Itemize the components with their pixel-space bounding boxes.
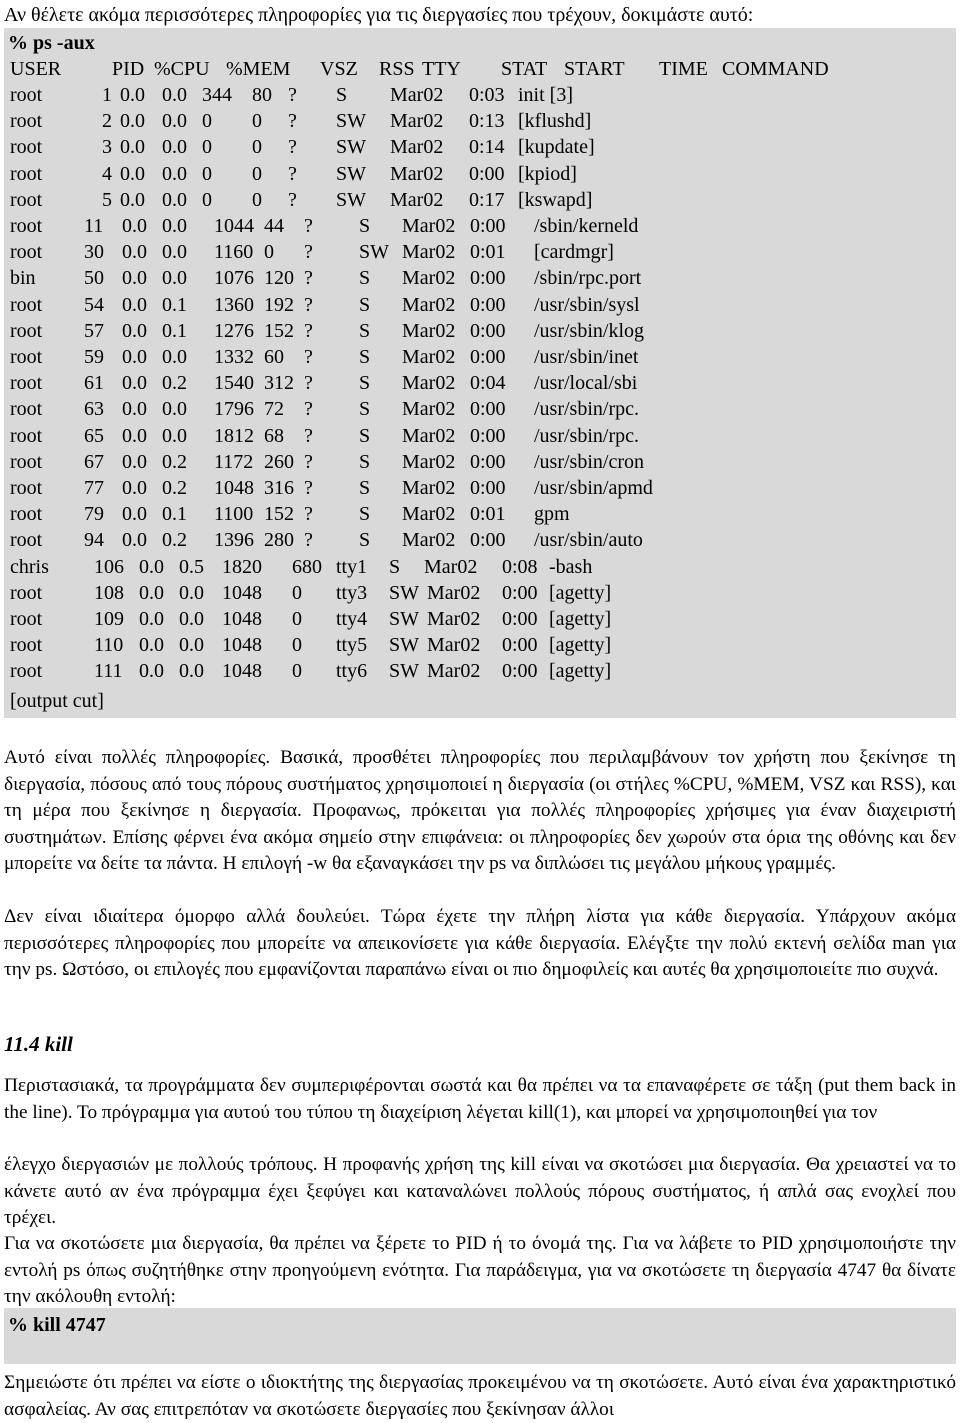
cell-time: 0:00 (470, 319, 506, 342)
cell-user: root (10, 215, 43, 237)
cell-stat: SW (336, 162, 366, 185)
cell-user: bin (10, 267, 36, 290)
cell-command: /usr/sbin/sysl (534, 293, 640, 316)
cell-mem: 0.0 (162, 162, 187, 185)
cell-start: Mar02 (402, 503, 456, 526)
cell-time: 0:00 (470, 477, 506, 499)
cell-pid: 4 (102, 162, 112, 185)
cell-mem: 0.0 (179, 634, 204, 657)
cell-user: root (10, 372, 43, 395)
cell-tty: ? (304, 503, 313, 526)
cell-start: Mar02 (424, 555, 478, 578)
cell-tty: ? (304, 450, 313, 473)
cell-time: 0:00 (470, 346, 506, 368)
cell-vsz: 0 (202, 136, 212, 159)
cell-time: 0:01 (470, 241, 506, 264)
cell-mem: 0.1 (162, 293, 187, 316)
cell-start: Mar02 (390, 136, 444, 159)
cell-command: /usr/sbin/rpc. (534, 398, 639, 421)
cell-start: Mar02 (402, 346, 456, 368)
cell-time: 0:00 (502, 660, 538, 683)
cell-mem: 0.0 (179, 581, 204, 604)
cell-rss: 72 (264, 398, 284, 421)
cell-mem: 0.0 (162, 267, 187, 290)
cell-rss: 60 (264, 346, 284, 368)
cell-user: root (10, 84, 43, 106)
cell-user: root (10, 188, 43, 211)
cell-pid: 11 (84, 215, 104, 237)
cell-pid: 77 (84, 477, 104, 499)
cell-start: Mar02 (402, 319, 456, 342)
cell-cpu: 0.0 (122, 529, 147, 552)
cell-tty: ? (288, 136, 297, 159)
cell-tty: ? (288, 188, 297, 211)
cell-start: Mar02 (402, 398, 456, 421)
cell-start: Mar02 (402, 215, 456, 237)
cell-stat: S (359, 450, 371, 473)
cell-command: /usr/local/sbi (534, 372, 638, 395)
cell-vsz: 1160 (214, 241, 254, 264)
cell-vsz: 344 (202, 84, 232, 106)
cell-rss: 0 (252, 162, 262, 185)
cell-vsz: 1796 (214, 398, 254, 421)
header-user: USER (10, 58, 62, 80)
cell-mem: 0.0 (179, 608, 204, 630)
cell-cpu: 0.0 (122, 346, 147, 368)
cell-time: 0:03 (469, 84, 505, 106)
cell-mem: 0.0 (162, 241, 187, 264)
header-vsz: VSZ (320, 58, 358, 80)
cell-command: /sbin/kerneld (534, 215, 639, 237)
cell-vsz: 1048 (222, 660, 262, 683)
cell-user: root (10, 608, 43, 630)
cell-time: 0:01 (470, 503, 506, 526)
cell-mem: 0.2 (162, 450, 187, 473)
output-cut-note: [output cut] (10, 690, 104, 712)
cell-start: Mar02 (427, 581, 481, 604)
cell-cpu: 0.0 (122, 503, 147, 526)
cell-user: root (10, 398, 43, 421)
cell-start: Mar02 (402, 424, 456, 447)
cell-tty: ? (304, 241, 313, 264)
cell-pid: 94 (84, 529, 104, 552)
cell-user: root (10, 293, 43, 316)
cell-command: /usr/sbin/klog (534, 319, 645, 342)
cell-pid: 5 (102, 188, 112, 211)
cell-pid: 106 (94, 555, 124, 578)
cell-cpu: 0.0 (122, 293, 147, 316)
cell-tty: tty5 (336, 634, 368, 657)
cell-stat: SW (389, 581, 419, 604)
cell-time: 0:04 (470, 372, 506, 395)
cell-start: Mar02 (402, 293, 456, 316)
cell-mem: 0.0 (179, 660, 204, 683)
cell-mem: 0.0 (162, 84, 187, 106)
cell-time: 0:00 (502, 608, 538, 630)
cell-mem: 0.2 (162, 529, 187, 552)
cell-rss: 0 (264, 241, 274, 264)
cell-stat: SW (389, 608, 419, 630)
cell-cpu: 0.0 (139, 555, 164, 578)
cell-cpu: 0.0 (122, 215, 147, 237)
cell-vsz: 0 (202, 188, 212, 211)
console-output-box (4, 28, 956, 718)
cell-tty: ? (288, 110, 297, 133)
cell-mem: 0.0 (162, 110, 187, 133)
cell-pid: 61 (84, 372, 104, 395)
paragraph-ps-info: Αυτό είναι πολλές πληροφορίες. Βασικά, προσθέτει πληροφορίες που περιλαμβάνουν τον χρήστη που ξεκίνησε τη διεργασία, πόσους από τους πόρους συστήματος χρησιμοποιεί η διεργασία (οι στήλες %CPU, %MEM, VSZ και RSS), και τη μέρα που ξεκίνησε η διεργασία. Προφανως, πρόκειται για πολλές πληροφορίες χρήσιμες για έναν διαχειριστή συστημάτων. Επίσης φέρνει ένα ακόμα σημείο στην επιφάνεια: οι πληροφορίες δεν χωρούν στα όρια της οθόνης και δεν μπορείτε να δείτε τα πάντα. Η επιλογή -w θα εξαναγκάσει την ps να διπλώσει τις μεγάλου μήκους γραμμές. (4, 747, 956, 874)
cell-stat: S (359, 424, 371, 447)
cell-stat: SW (359, 241, 389, 264)
cell-rss: 312 (264, 372, 294, 395)
cell-tty: ? (288, 84, 297, 106)
cell-stat: SW (336, 188, 366, 211)
cell-vsz: 1276 (214, 319, 254, 342)
cell-vsz: 1172 (214, 450, 254, 473)
cell-tty: ? (304, 372, 313, 395)
cell-time: 0:00 (502, 581, 538, 604)
cell-user: root (10, 660, 43, 683)
cell-vsz: 1360 (214, 293, 254, 316)
cell-stat: S (359, 293, 371, 316)
cell-tty: ? (304, 267, 313, 290)
cell-pid: 63 (84, 398, 104, 421)
cell-command: /usr/sbin/auto (534, 529, 643, 552)
cell-start: Mar02 (402, 477, 456, 499)
cell-vsz: 1048 (222, 634, 262, 657)
cell-user: root (10, 319, 43, 342)
cell-mem: 0.1 (162, 319, 187, 342)
cell-stat: SW (389, 660, 419, 683)
cell-tty: tty3 (336, 581, 368, 604)
cell-rss: 0 (252, 188, 262, 211)
cell-tty: ? (304, 477, 313, 499)
cell-command: [agetty] (549, 634, 612, 657)
cell-rss: 0 (292, 581, 302, 604)
cell-start: Mar02 (402, 372, 456, 395)
cell-command: init [3] (518, 84, 573, 106)
cell-pid: 109 (94, 608, 124, 630)
cell-cpu: 0.0 (139, 660, 164, 683)
cell-vsz: 1048 (222, 608, 262, 630)
cell-user: root (10, 241, 43, 264)
section-heading: 11.4 kill (4, 1032, 73, 1056)
cell-time: 0:00 (469, 162, 505, 185)
cell-pid: 57 (84, 319, 104, 342)
header-mem: %MEM (226, 58, 291, 80)
cell-user: root (10, 634, 43, 657)
cell-cpu: 0.0 (122, 372, 147, 395)
cell-mem: 0.0 (162, 398, 187, 421)
cell-start: Mar02 (390, 84, 444, 106)
cell-tty: ? (288, 162, 297, 185)
cell-cpu: 0.0 (122, 319, 147, 342)
cell-stat: S (359, 503, 371, 526)
cell-tty: ? (304, 529, 313, 552)
cell-pid: 67 (84, 450, 104, 473)
cell-rss: 0 (292, 634, 302, 657)
cell-command: -bash (549, 555, 593, 578)
cell-tty: tty6 (336, 660, 368, 683)
cell-vsz: 1812 (214, 424, 254, 447)
cell-tty: ? (304, 398, 313, 421)
cell-command: [agetty] (549, 660, 612, 683)
cell-user: root (10, 346, 43, 368)
cell-cpu: 0.0 (120, 162, 145, 185)
cell-vsz: 0 (202, 110, 212, 133)
cell-mem: 0.2 (162, 372, 187, 395)
cell-rss: 80 (252, 84, 272, 106)
cell-user: root (10, 450, 43, 473)
cell-user: root (10, 110, 43, 133)
cell-pid: 59 (84, 346, 104, 368)
cell-mem: 0.2 (162, 477, 187, 499)
cell-user: root (10, 477, 43, 499)
cell-rss: 280 (264, 529, 294, 552)
cell-command: [kswapd] (518, 188, 593, 211)
cell-rss: 0 (292, 660, 302, 683)
cell-stat: SW (336, 110, 366, 133)
cell-cpu: 0.0 (139, 608, 164, 630)
header-time: TIME (659, 58, 708, 80)
paragraph-ownership: Σημειώστε ότι πρέπει να είστε ο ιδιοκτήτης της διεργασίας προκειμένου να τη σκοτώσετε. Αυτό είναι ένα χαρακτηριστικό ασφαλείας. Αν σας επιτρεπόταν να σκοτώσετε διεργασίες που ξεκίνησαν άλλοι (4, 1372, 956, 1420)
cell-stat: SW (336, 136, 366, 159)
paragraph-ps-summary: Δεν είναι ιδιαίτερα όμορφο αλλά δουλεύει. Τώρα έχετε την πλήρη λίστα για κάθε διεργασία. Υπάρχουν ακόμα περισσότερες πληροφορίες που μπορείτε να απεικονίσετε για κάθε διεργασία. Ελέγξτε την πολύ εκτενή σελίδα man για την ps. Ωστόσο, οι επιλογές που εμφανίζονται παραπάνω είναι οι πιο δημοφιλείς και αυτές θα χρησιμοποιείτε πιο συχνά. (4, 906, 956, 980)
header-stat: STAT (501, 58, 548, 80)
cell-time: 0:00 (502, 634, 538, 657)
cell-pid: 111 (94, 660, 123, 683)
cell-rss: 152 (264, 319, 294, 342)
cell-time: 0:00 (470, 398, 506, 421)
cell-rss: 680 (292, 555, 322, 578)
cell-start: Mar02 (427, 608, 481, 630)
cell-pid: 110 (94, 634, 124, 657)
cell-cpu: 0.0 (122, 241, 147, 264)
cell-command: /usr/sbin/apmd (534, 477, 653, 499)
cell-command: [cardmgr] (534, 241, 614, 264)
cell-time: 0:00 (470, 424, 506, 447)
cell-time: 0:00 (470, 267, 506, 290)
paragraph-kill-intro: Περιστασιακά, τα προγράμματα δεν συμπεριφέρονται σωστά και θα πρέπει να τα επαναφέρετε σε τάξη (put them back in the line). Το πρόγραμμα για αυτού του τύπου τη διαχείριση λέγεται kill(1), και μπορεί να χρησιμοποιηθεί για τον (4, 1075, 956, 1123)
cell-command: /usr/sbin/rpc. (534, 424, 639, 447)
cell-time: 0:00 (470, 293, 506, 316)
cell-cpu: 0.0 (122, 450, 147, 473)
cell-user: root (10, 162, 43, 185)
cell-start: Mar02 (427, 634, 481, 657)
cell-time: 0:00 (470, 215, 506, 237)
cell-tty: ? (304, 319, 313, 342)
cell-command: /sbin/rpc.port (534, 267, 642, 290)
cell-cpu: 0.0 (122, 424, 147, 447)
cell-rss: 120 (264, 267, 294, 290)
cell-start: Mar02 (390, 188, 444, 211)
cell-tty: ? (304, 346, 313, 368)
cell-cpu: 0.0 (120, 84, 145, 106)
header-command: COMMAND (722, 58, 829, 80)
cell-tty: ? (304, 215, 313, 237)
cell-pid: 2 (102, 110, 112, 133)
header-start: START (564, 58, 625, 80)
cell-pid: 1 (102, 84, 112, 106)
cell-mem: 0.0 (162, 424, 187, 447)
cell-cpu: 0.0 (122, 477, 147, 499)
cell-user: root (10, 424, 43, 447)
cell-rss: 260 (264, 450, 294, 473)
cell-time: 0:17 (469, 188, 505, 211)
cell-user: chris (10, 555, 49, 578)
cell-vsz: 0 (202, 162, 212, 185)
cell-vsz: 1076 (214, 267, 254, 290)
cell-stat: S (359, 319, 371, 342)
cell-stat: S (359, 477, 371, 499)
cell-rss: 68 (264, 424, 284, 447)
cell-start: Mar02 (402, 267, 456, 290)
cell-vsz: 1332 (214, 346, 254, 368)
cell-stat: SW (389, 634, 419, 657)
cell-cpu: 0.0 (120, 188, 145, 211)
cell-pid: 30 (84, 241, 104, 264)
cell-command: gpm (534, 503, 570, 526)
intro-text: Αν θέλετε ακόμα περισσότερες πληροφορίες για τις διεργασίες που τρέχουν, δοκιμάστε αυτό: (4, 4, 754, 26)
cell-start: Mar02 (402, 450, 456, 473)
cell-vsz: 1044 (214, 215, 254, 237)
cell-tty: ? (304, 293, 313, 316)
cell-stat: S (359, 215, 371, 237)
cell-vsz: 1540 (214, 372, 254, 395)
cell-mem: 0.0 (162, 136, 187, 159)
cell-time: 0:14 (469, 136, 505, 159)
cell-stat: S (359, 267, 371, 290)
cell-user: root (10, 529, 43, 552)
cell-start: Mar02 (390, 162, 444, 185)
cell-time: 0:08 (502, 555, 538, 578)
cell-pid: 65 (84, 424, 104, 447)
cell-user: root (10, 503, 43, 526)
cell-pid: 3 (102, 136, 112, 159)
cell-cpu: 0.0 (122, 398, 147, 421)
cell-rss: 44 (264, 215, 284, 237)
cell-mem: 0.0 (162, 346, 187, 368)
cell-pid: 50 (84, 267, 104, 290)
paragraph-kill-pid: Για να σκοτώσετε μια διεργασία, θα πρέπει να ξέρετε το PID ή το όνομά της. Για να λάβετε το PID χρησιμοποιήστε την εντολή ps όπως συζητήθηκε στην προηγούμενη ενότητα. Για παράδειγμα, για να σκοτώσετε τη διεργασία 4747 θα δίνατε την ακόλουθη εντολή: (4, 1233, 956, 1307)
cell-tty: tty1 (336, 555, 368, 578)
cell-time: 0:13 (469, 110, 505, 133)
header-pid: PID (112, 58, 145, 80)
cell-rss: 0 (252, 136, 262, 159)
cell-tty: ? (304, 424, 313, 447)
cell-stat: S (359, 398, 371, 421)
cell-command: [kpiod] (518, 162, 577, 185)
cell-user: root (10, 136, 43, 159)
cell-start: Mar02 (427, 660, 481, 683)
cell-vsz: 1396 (214, 529, 254, 552)
ps-command: % ps -aux (8, 32, 95, 54)
cell-cpu: 0.0 (120, 110, 145, 133)
cell-mem: 0.0 (162, 188, 187, 211)
cell-vsz: 1820 (222, 555, 262, 578)
cell-time: 0:00 (470, 450, 506, 473)
cell-start: Mar02 (402, 529, 456, 552)
cell-stat: S (336, 84, 348, 106)
cell-rss: 192 (264, 293, 294, 316)
cell-rss: 316 (264, 477, 294, 499)
paragraph-kill-usage: έλεγχο διεργασιών με πολλούς τρόπους. Η προφανής χρήση της kill είναι να σκοτώσει μια διεργασία. Θα χρειαστεί να το κάνετε αυτό αν ένα πρόγραμμα έχει ξεφύγει και καταναλώνει πολλούς πόρους συστήματος, ή απλά σας ενοχλεί που τρέχει. (4, 1154, 956, 1228)
cell-stat: S (389, 555, 401, 578)
cell-command: /usr/sbin/inet (534, 346, 639, 368)
header-rss: RSS (379, 58, 415, 80)
header-tty: TTY (422, 58, 461, 80)
cell-command: [kupdate] (518, 136, 595, 159)
cell-stat: S (359, 346, 371, 368)
cell-command: [kflushd] (518, 110, 592, 133)
header-cpu: %CPU (154, 58, 210, 80)
cell-tty: tty4 (336, 608, 368, 630)
cell-pid: 108 (94, 581, 124, 604)
cell-user: root (10, 581, 43, 604)
cell-cpu: 0.0 (122, 267, 147, 290)
cell-vsz: 1100 (214, 503, 254, 526)
cell-time: 0:00 (470, 529, 506, 552)
cell-stat: S (359, 372, 371, 395)
cell-start: Mar02 (390, 110, 444, 133)
kill-command: % kill 4747 (8, 1314, 106, 1336)
kill-command-box (4, 1308, 956, 1364)
cell-cpu: 0.0 (139, 581, 164, 604)
cell-mem: 0.1 (162, 503, 187, 526)
cell-pid: 79 (84, 503, 104, 526)
cell-command: /usr/sbin/cron (534, 450, 644, 473)
cell-vsz: 1048 (214, 477, 254, 499)
cell-vsz: 1048 (222, 581, 262, 604)
cell-command: [agetty] (549, 608, 612, 630)
cell-mem: 0.5 (179, 555, 204, 578)
cell-start: Mar02 (402, 241, 456, 264)
cell-stat: S (359, 529, 371, 552)
cell-cpu: 0.0 (139, 634, 164, 657)
cell-rss: 0 (292, 608, 302, 630)
cell-cpu: 0.0 (120, 136, 145, 159)
cell-command: [agetty] (549, 581, 612, 604)
cell-rss: 0 (252, 110, 262, 133)
cell-mem: 0.0 (162, 215, 187, 237)
cell-pid: 54 (84, 293, 104, 316)
cell-rss: 152 (264, 503, 294, 526)
